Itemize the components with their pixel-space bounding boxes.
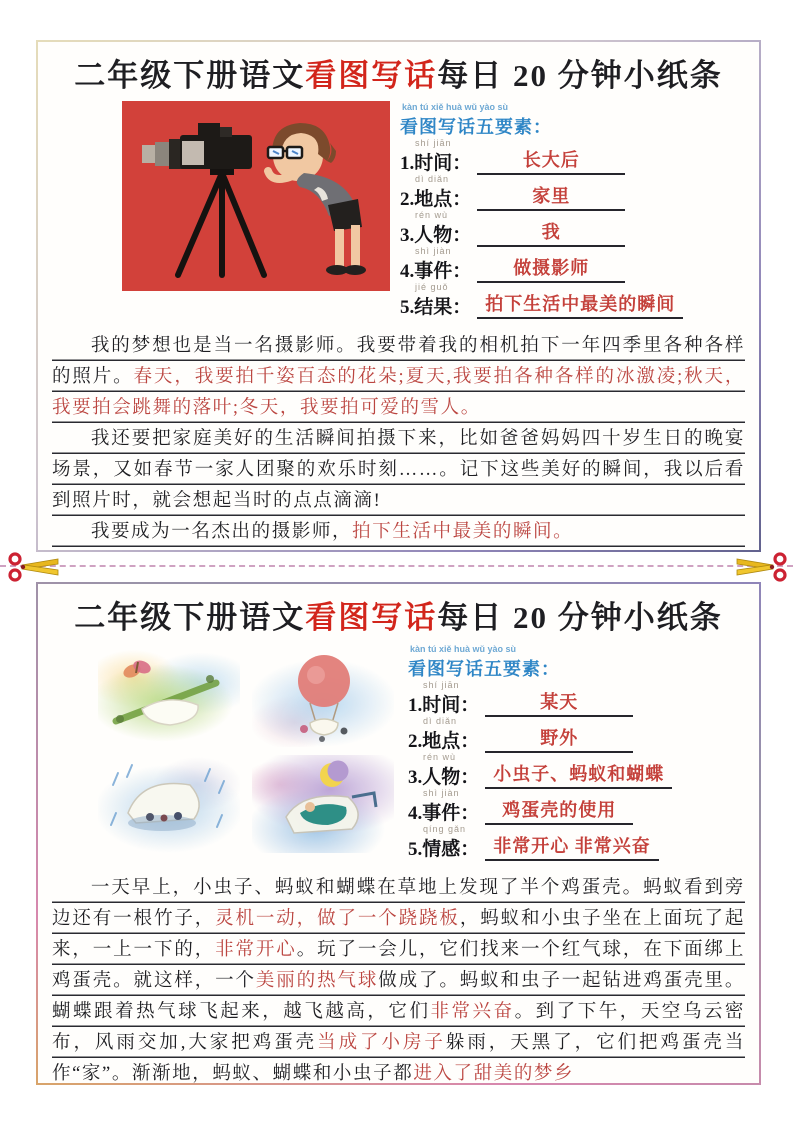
text-segment: 美丽的热气球 [255, 971, 379, 991]
five-elements-header: kàn tú xiě huà wǔ yào sù 看图写话五要素： [408, 644, 560, 679]
pinyin-label: dì diǎn [423, 716, 458, 726]
element-row-person: rén wù 3.人物： 小虫子、蚂蚁和蝴蝶 [408, 765, 743, 789]
answer-event: 鸡蛋壳的使用 [485, 796, 633, 825]
dashed-cut-line [0, 565, 793, 567]
element-row-place: dì diǎn 2.地点： 家里 [400, 187, 743, 211]
answer-person: 我 [477, 218, 625, 247]
answer-time: 某天 [485, 688, 633, 717]
text-segment: 灵机一动，做了一个跷跷板 [215, 909, 460, 929]
element-row-person: rén wù 3.人物： 我 [400, 223, 743, 247]
balloon-scene-illustration [252, 649, 394, 747]
text-segment: 我还要把家庭美好的生活瞬间拍摄下来，比如爸爸妈妈四十岁生日的晚宴场景，又如春节一家人团聚的欢乐时刻……。记下这些美好的瞬间，我以后看到照片时，就会想起当时的点点滴滴! [52, 429, 745, 511]
text-segment: ，蚂蚁和小虫子坐在上面玩了起来，一上一下的， [52, 909, 745, 960]
answer-place: 家里 [477, 182, 625, 211]
scissors-icon [8, 552, 60, 582]
worksheet-section-2 [36, 582, 761, 1085]
text-segment: 春天，我要拍千姿百态的花朵;夏天,我要拍各种各样的冰激凌;秋天，我要拍会跳舞的落叶;冬天，我要拍可爱的雪人。 [52, 367, 745, 418]
text-segment: 一天早上，小虫子、蚂蚁和蝴蝶在草地上发现了半个鸡蛋壳。蚂蚁看到旁边还有一根竹子， [52, 878, 745, 929]
pinyin-label: jié guǒ [415, 282, 449, 292]
text-segment: 做成了。蚂蚁和虫子一起钻进鸡蛋壳里。蝴蝶跟着热气球飞起来，越飞越高，它们 [52, 971, 745, 1022]
pinyin-label: qíng gǎn [423, 824, 467, 834]
text-segment: 拍下生活中最美的瞬间。 [352, 522, 574, 542]
text-segment: 进入了甜美的梦乡 [413, 1064, 575, 1084]
five-elements-list-2 [408, 645, 747, 861]
page-title [50, 592, 747, 637]
rain-shelter-scene-illustration [98, 755, 240, 853]
answer-result: 拍下生活中最美的瞬间 [477, 290, 683, 319]
text-segment: 非常兴奋 [430, 1002, 515, 1022]
text-segment: 我的梦想也是当一名摄影师。我要带着我的相机拍下一年四季里各种各样的照片。 [52, 336, 745, 387]
title-part-3: 每日 20 分钟小纸条 [437, 600, 723, 635]
answer-person: 小虫子、蚂蚁和蝴蝶 [485, 760, 672, 789]
composition-text-1 [52, 331, 745, 548]
night-bed-scene-illustration [252, 755, 394, 853]
title-part-red: 看图写话 [305, 58, 438, 93]
element-row-place: dì diǎn 2.地点： 野外 [408, 729, 743, 753]
pinyin-label: rén wù [415, 210, 449, 220]
composition-paragraph [52, 517, 745, 548]
title-part-red: 看图写话 [305, 600, 438, 635]
answer-emotion: 非常开心 非常兴奋 [485, 832, 659, 861]
pinyin-label: shí jiān [423, 680, 460, 690]
pinyin-label: rén wù [423, 752, 457, 762]
text-segment: 。玩了一会儿，它们找来一个红气球，在下面绑上鸡蛋壳。就这样，一个 [52, 940, 745, 991]
header-pinyin: kàn tú xiě huà wǔ yào sù [402, 102, 509, 112]
pinyin-label: shí jiān [415, 138, 452, 148]
worksheet-section-1 [36, 40, 761, 552]
element-row-result: jié guǒ 5.结果： 拍下生活中最美的瞬间 [400, 295, 743, 319]
five-elements-header: kàn tú xiě huà wǔ yào sù 看图写话五要素： [400, 102, 552, 137]
answer-place: 野外 [485, 724, 633, 753]
pinyin-label: dì diǎn [415, 174, 450, 184]
title-part-1: 二年级下册语文 [74, 58, 306, 93]
eggshell-story-illustrations [98, 649, 398, 853]
header-pinyin: kàn tú xiě huà wǔ yào sù [410, 644, 517, 654]
section1-content-row [122, 101, 747, 319]
page-title [50, 50, 747, 95]
element-row-time: shí jiān 1.时间： 某天 [408, 693, 743, 717]
composition-text-2 [52, 873, 745, 1085]
text-segment: 我要成为一名杰出的摄影师， [90, 522, 353, 542]
composition-paragraph [52, 424, 745, 517]
seesaw-scene-illustration [98, 649, 240, 747]
cut-line-divider [0, 552, 793, 582]
composition-paragraph [52, 331, 745, 424]
element-row-event: shì jiàn 4.事件： 鸡蛋壳的使用 [408, 801, 743, 825]
scissors-icon [735, 552, 787, 582]
composition-paragraph [52, 873, 745, 1085]
section2-content-row [98, 643, 747, 861]
answer-time: 长大后 [477, 146, 625, 175]
answer-event: 做摄影师 [477, 254, 625, 283]
five-elements-list-1 [400, 103, 747, 319]
photographer-illustration [122, 101, 390, 291]
text-segment: 非常开心 [215, 940, 297, 960]
element-row-event: shì jiàn 4.事件： 做摄影师 [400, 259, 743, 283]
element-row-time: shí jiān 1.时间： 长大后 [400, 151, 743, 175]
title-part-3: 每日 20 分钟小纸条 [437, 58, 723, 93]
text-segment: 当成了小房子 [317, 1033, 446, 1053]
text-segment: 躲雨，天黑了，它们把鸡蛋壳当作“家”。渐渐地，蚂蚁、蝴蝶和小虫子都 [52, 1033, 745, 1084]
pinyin-label: shì jiàn [415, 246, 452, 256]
title-part-1: 二年级下册语文 [74, 600, 306, 635]
text-segment: 。到了下午，天空乌云密布，风雨交加,大家把鸡蛋壳 [52, 1002, 745, 1053]
pinyin-label: shì jiàn [423, 788, 460, 798]
element-row-emotion: qíng gǎn 5.情感： 非常开心 非常兴奋 [408, 837, 743, 861]
